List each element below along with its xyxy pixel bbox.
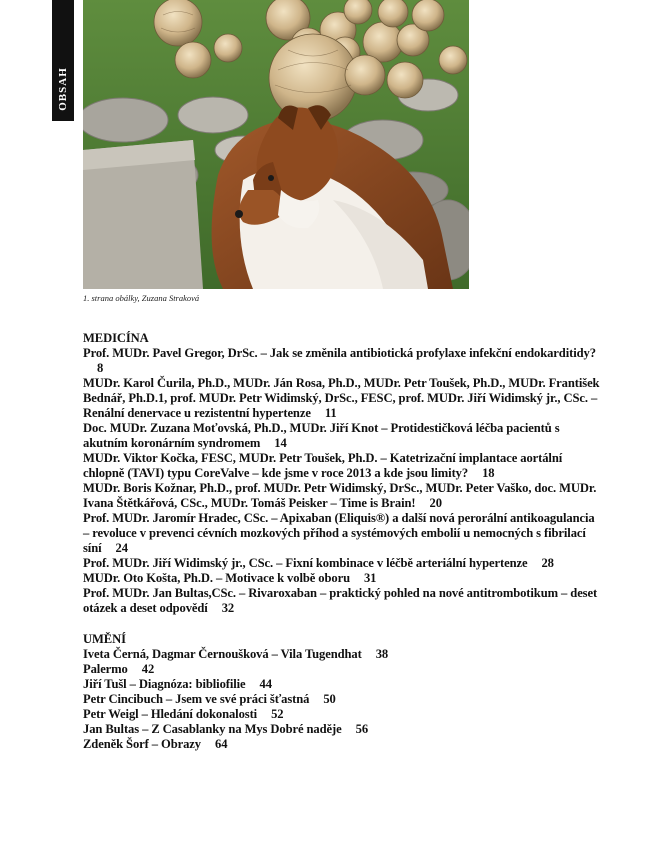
toc-entry[interactable]: Prof. MUDr. Pavel Gregor, DrSc. – Jak se změnila antibiotická profylaxe infekční endokarditidy?8 — [83, 346, 596, 375]
page-number: 31 — [363, 571, 377, 585]
toc-entry[interactable]: Prof. MUDr. Jiří Widimský jr., CSc. – Fixní kombinace v léčbě arteriální hypertenze 28 — [83, 556, 554, 570]
section-title: MEDICÍNA — [83, 331, 149, 345]
page-number: 28 — [541, 556, 554, 570]
toc-entry[interactable]: Prof. MUDr. Jan Bultas,CSc. – Rivaroxaban – praktický pohled na nové antitrombotikum – deset otázek a deset odpovědí 32 — [83, 586, 598, 615]
toc-entry[interactable]: Iveta Černá, Dagmar Černoušková – Vila Tugendhat 38 — [83, 647, 389, 661]
section-tab — [52, 0, 74, 121]
page-number: 44 — [259, 677, 272, 691]
page-number: 64 — [215, 737, 228, 751]
page-number: 56 — [355, 722, 369, 736]
toc-entry[interactable]: Palermo 42 — [83, 662, 155, 676]
toc-entry[interactable]: Zdeněk Šorf – Obrazy 64 — [83, 737, 228, 751]
page-number: 32 — [221, 601, 235, 615]
toc-entry[interactable]: Jiří Tušl – Diagnóza: bibliofilie 44 — [83, 677, 272, 691]
page-number: 50 — [323, 692, 336, 706]
toc-entry[interactable]: Petr Weigl – Hledání dokonalosti 52 — [83, 707, 284, 721]
page-number: 38 — [375, 647, 389, 661]
toc-section-art — [83, 632, 603, 752]
cover-caption: 1. strana obálky, Zuzana Straková — [83, 293, 200, 303]
cover-photo-illustration — [83, 0, 469, 289]
toc-entry[interactable]: Petr Cincibuch – Jsem ve své práci šťastná 50 — [83, 692, 336, 706]
page-number: 24 — [115, 541, 128, 555]
page-number: 8 — [97, 361, 104, 375]
page-number: 18 — [482, 466, 495, 480]
page-number: 14 — [274, 436, 287, 450]
cover-photo — [83, 0, 469, 289]
section-title: UMĚNÍ — [83, 632, 126, 646]
section-tab-label: OBSAH — [57, 67, 70, 111]
toc-entry[interactable]: Doc. MUDr. Zuzana Moťovská, Ph.D., MUDr. Jiří Knot – Protidestičková léčba pacientů s akutním koronárním syndromem 14 — [83, 421, 560, 450]
toc-entry[interactable]: Jan Bultas – Z Casablanky na Mys Dobré naděje 56 — [83, 722, 369, 736]
toc-entry[interactable]: Prof. MUDr. Jaromír Hradec, CSc. – Apixaban (Eliquis®) a další nová perorální antikoagulancia – revoluce v prevenci cévních mozkových příhod a systémových embolií u nemocných s fibrilací síní 24 — [83, 511, 595, 555]
page-number: 52 — [271, 707, 284, 721]
page-number: 42 — [141, 662, 155, 676]
toc-entry[interactable]: MUDr. Karol Čurila, Ph.D., MUDr. Ján Rosa, Ph.D., MUDr. Petr Toušek, Ph.D., MUDr. František Bednář, Ph.D.1, prof. MUDr. Petr Widimský, DrSc., FESC, prof. MUDr. Jiří Widimský jr., CSc. – Renální denervace u rezistentní hypertenze 11 — [83, 376, 600, 420]
toc-section-medicine — [83, 331, 603, 616]
toc-entry[interactable]: MUDr. Oto Košta, Ph.D. – Motivace k volbě oboru 31 — [83, 571, 377, 585]
toc-entry[interactable]: MUDr. Viktor Kočka, FESC, MUDr. Petr Toušek, Ph.D. – Katetrizační implantace aortální chlopně (TAVI) typu CoreValve – kde jsme v roce 2013 a kde jsou limity? 18 — [83, 451, 563, 480]
toc-entry[interactable]: MUDr. Boris Kožnar, Ph.D., prof. MUDr. Petr Widimský, DrSc., MUDr. Peter Vaško, doc. MUDr. Ivana Štětkářová, CSc., MUDr. Tomáš Peisker – Time is Brain! 20 — [83, 481, 597, 510]
page-number: 20 — [429, 496, 442, 510]
table-of-contents — [83, 331, 603, 768]
page-number: 11 — [324, 406, 337, 420]
